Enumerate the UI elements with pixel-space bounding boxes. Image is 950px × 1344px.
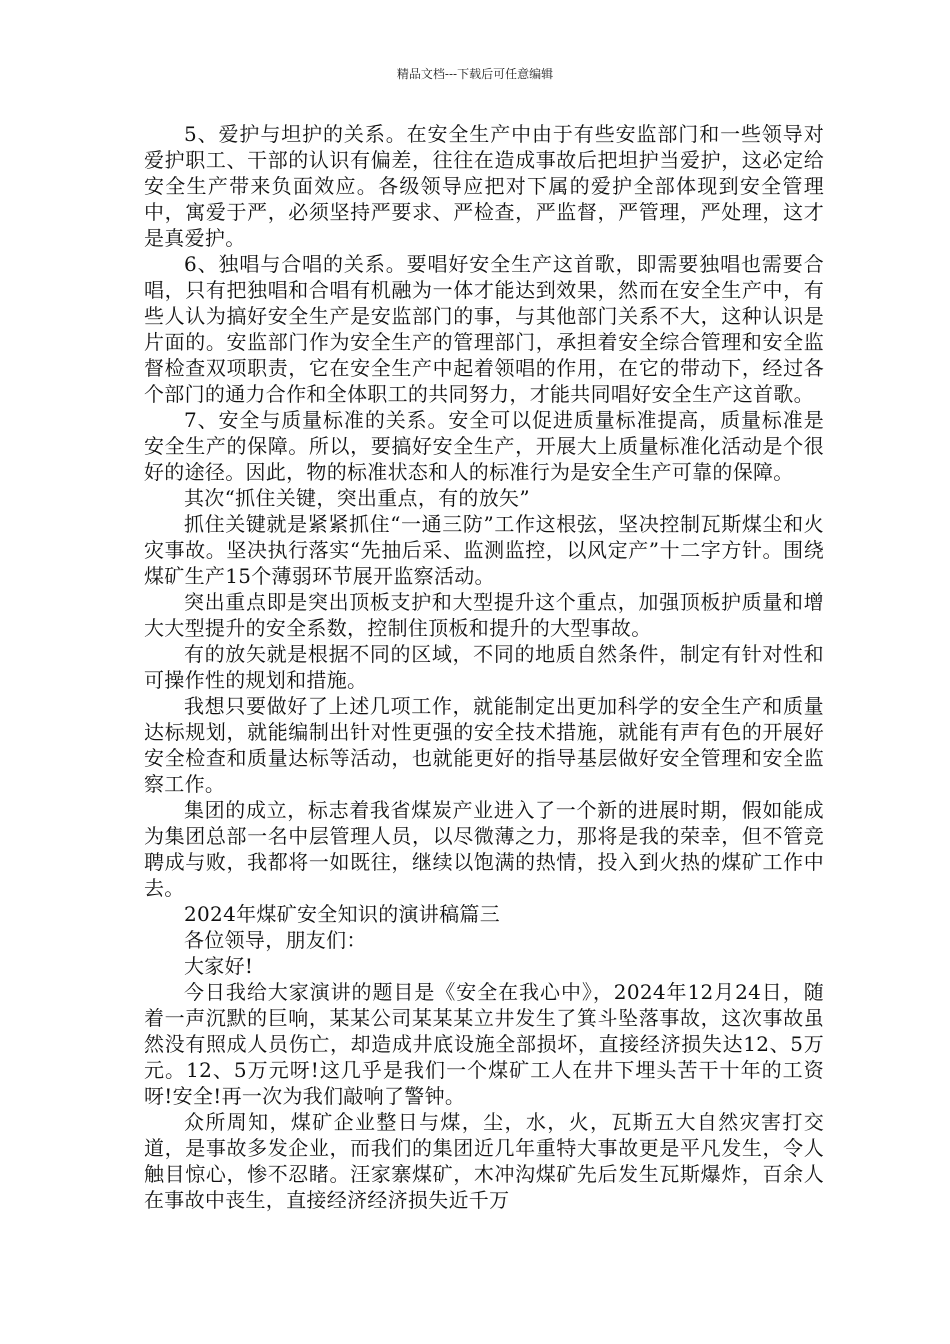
paragraph-speech-topic: 今日我给大家演讲的题目是《安全在我心中》，2024年12月24日，随着一声沉默的巨响，某某公司某某某立井发生了箕斗坠落事故，这次事故虽然没有照成人员伤亡，却造成井底设施全部损坏，直接经济损失达12、5万元。12、5万元呀!这几乎是我们一个煤矿工人在井下埋头苦干十年的工资呀!安全!再一次为我们敲响了警钟。 xyxy=(144,980,824,1108)
paragraph-grasp-key: 抓住关键就是紧紧抓住“一通三防”工作这根弦，坚决控制瓦斯煤尘和火灾事故。坚决执行落实“先抽后采、监测监控，以风定产”十二字方针。围绕煤矿生产15个薄弱环节展开监察活动。 xyxy=(144,512,824,588)
paragraph-group-founding: 集团的成立，标志着我省煤炭产业进入了一个新的进展时期，假如能成为集团总部一名中层管理人员，以尽微薄之力，那将是我的荣幸，但不管竞聘成与败，我都将一如既往，继续以饱满的热情，投入到火热的煤矿工作中去。 xyxy=(144,798,824,900)
paragraph-targeted: 有的放矢就是根据不同的区域，不同的地质自然条件，制定有针对性和可操作性的规划和措施。 xyxy=(144,642,824,692)
paragraph-highlight-focus: 突出重点即是突出顶板支护和大型提升这个重点，加强顶板护质量和增大大型提升的安全系数，控制住顶板和提升的大型事故。 xyxy=(144,590,824,640)
speech-title: 2024年煤矿安全知识的演讲稿篇三 xyxy=(184,902,500,926)
paragraph-summary: 我想只要做好了上述几项工作，就能制定出更加科学的安全生产和质量达标规划，就能编制出针对性更强的安全技术措施，就能有声有色的开展好安全检查和质量达标等活动，也就能更好的指导基层做好安全管理和安全监察工作。 xyxy=(144,694,824,796)
paragraph-caring-vs-shielding: 5、爱护与坦护的关系。在安全生产中由于有些安监部门和一些领导对爱护职工、干部的认识有偏差，往往在造成事故后把坦护当爱护，这必定给安全生产带来负面效应。各级领导应把对下属的爱护全部体现到安全管理中，寓爱于严，必须坚持严要求、严检查，严监督，严管理，严处理，这才是真爱护。 xyxy=(144,122,824,250)
paragraph-secondly-heading: 其次“抓住关键，突出重点，有的放矢” xyxy=(184,486,530,510)
page-header: 精品文档---下载后可任意编辑 xyxy=(396,67,554,81)
paragraph-mining-hazards: 众所周知，煤矿企业整日与煤，尘，水，火，瓦斯五大自然灾害打交道，是事故多发企业，而我们的集团近几年重特大事故更是平凡发生，令人触目惊心，惨不忍睹。汪家寨煤矿，木冲沟煤矿先后发生瓦斯爆炸，百余人在事故中丧生，直接经济经济损失近千万 xyxy=(144,1110,824,1212)
paragraph-solo-vs-chorus: 6、独唱与合唱的关系。要唱好安全生产这首歌，即需要独唱也需要合唱，只有把独唱和合唱有机融为一体才能达到效果，然而在安全生产中，有些人认为搞好安全生产是安监部门的事，与其他部门关系不大，这种认识是片面的。安监部门作为安全生产的管理部门，承担着安全综合管理和安全监督检查双项职责，它在安全生产中起着领唱的作用，在它的带动下，经过各个部门的通力合作和全体职工的共同努力，才能共同唱好安全生产这首歌。 xyxy=(144,252,824,406)
paragraph-safety-vs-quality: 7、安全与质量标准的关系。安全可以促进质量标准提高，质量标准是安全生产的保障。所以，要搞好安全生产，开展大上质量标准化活动是个很好的途径。因此，物的标准状态和人的标准行为是安全生产可靠的保障。 xyxy=(144,408,824,484)
document-body xyxy=(144,121,824,1213)
speech-salutation: 各位领导，朋友们： xyxy=(184,928,367,952)
speech-greeting: 大家好! xyxy=(184,954,254,978)
